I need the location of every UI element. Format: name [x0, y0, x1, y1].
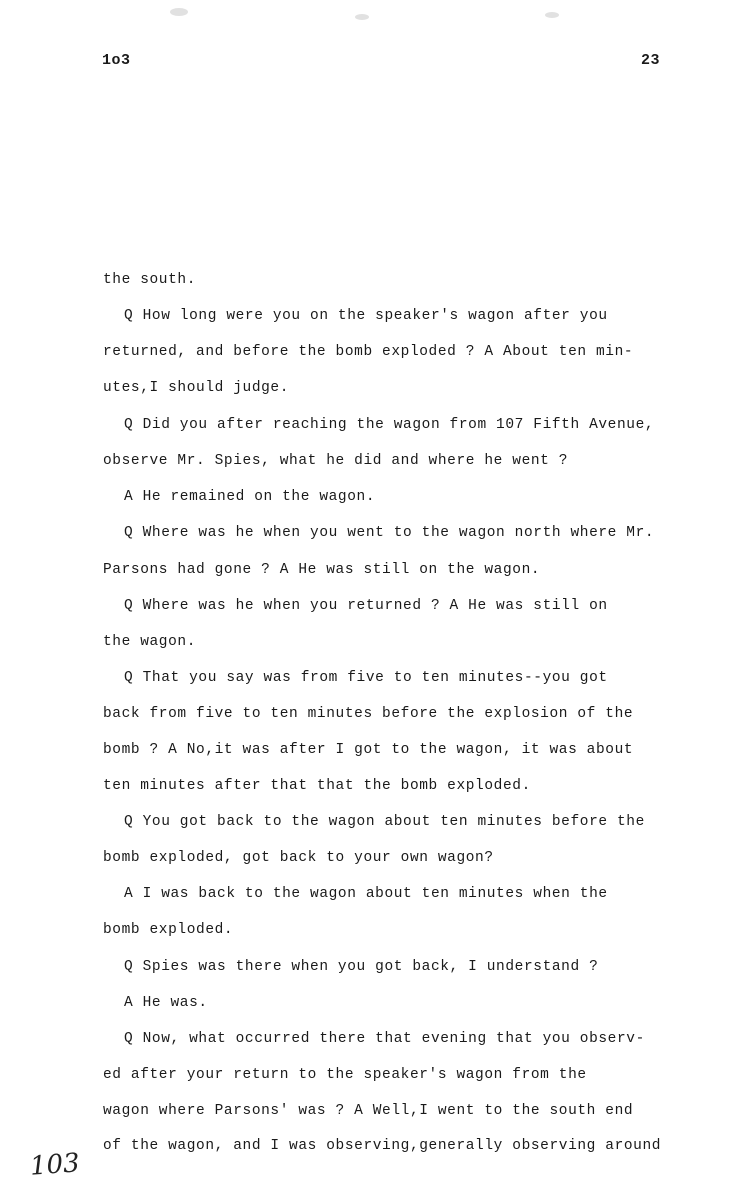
page-number-left: 1o3 [102, 52, 131, 69]
transcript-line: bomb exploded. [103, 922, 234, 938]
transcript-line: back from five to ten minutes before the explosion of the [103, 706, 634, 722]
transcript-line: A I was back to the wagon about ten minutes when the [124, 886, 608, 902]
smudge-mark [545, 12, 559, 18]
transcript-line: of the wagon, and I was observing,generally observing around [103, 1138, 662, 1154]
transcript-line: the south. [103, 272, 197, 288]
transcript-line: bomb ? A No,it was after I got to the wagon, it was about [103, 742, 634, 758]
handwritten-page-number: 103 [29, 1148, 81, 1182]
transcript-line: the wagon. [103, 634, 197, 650]
page-number-right: 23 [641, 52, 661, 69]
transcript-line: Q That you say was from five to ten minutes--you got [124, 670, 608, 686]
smudge-mark [355, 14, 369, 20]
transcript-line: Parsons had gone ? A He was still on the wagon. [103, 562, 541, 578]
transcript-line: Q Spies was there when you got back, I understand ? [124, 959, 599, 975]
transcript-line: Q Now, what occurred there that evening that you observ- [124, 1031, 645, 1047]
transcript-line: ed after your return to the speaker's wagon from the [103, 1067, 587, 1083]
transcript-line: Q Did you after reaching the wagon from 107 Fifth Avenue, [124, 417, 655, 433]
transcript-line: bomb exploded, got back to your own wagon? [103, 850, 494, 866]
transcript-line: wagon where Parsons' was ? A Well,I went to the south end [103, 1103, 634, 1119]
transcript-line: Q You got back to the wagon about ten minutes before the [124, 814, 645, 830]
transcript-line: returned, and before the bomb exploded ? A About ten min- [103, 344, 634, 360]
transcript-line: Q How long were you on the speaker's wagon after you [124, 308, 608, 324]
transcript-line: Q Where was he when you went to the wagon north where Mr. [124, 525, 655, 541]
transcript-line: Q Where was he when you returned ? A He was still on [124, 598, 608, 614]
transcript-line: ten minutes after that that the bomb exploded. [103, 778, 531, 794]
transcript-line: A He was. [124, 995, 208, 1011]
smudge-mark [170, 8, 188, 16]
transcript-line: A He remained on the wagon. [124, 489, 376, 505]
transcript-line: utes,I should judge. [103, 380, 290, 396]
transcript-line: observe Mr. Spies, what he did and where he went ? [103, 453, 569, 469]
